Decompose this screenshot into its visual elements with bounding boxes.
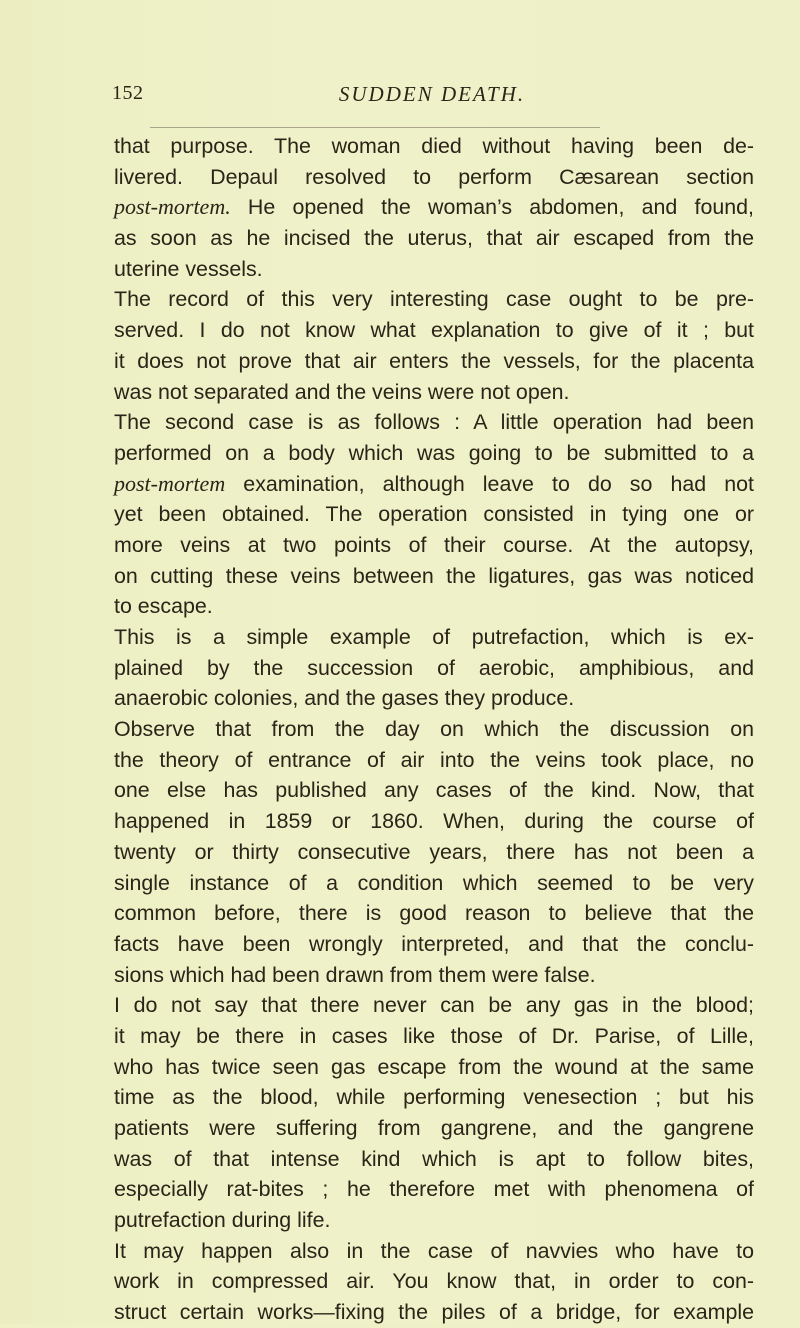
text-line: performed on a body which was going to be submitted to a bbox=[114, 440, 754, 465]
text-line: one else has published any cases of the kind. Now, that bbox=[114, 778, 754, 803]
italic-term: post-mortem bbox=[114, 470, 226, 496]
text-line: The record of this very interesting case ought to be pre- bbox=[114, 287, 754, 312]
text-line: struct certain works—fixing the piles of a bridge, for example bbox=[114, 1300, 754, 1325]
text-line: uterine vessels. bbox=[114, 256, 263, 281]
text-line: facts have been wrongly interpreted, and that the conclu- bbox=[114, 931, 754, 956]
text-line: I do not say that there never can be any gas in the blood; bbox=[114, 993, 754, 1018]
body-text bbox=[114, 131, 754, 1328]
text-line: time as the blood, while performing venesection ; but his bbox=[114, 1085, 754, 1110]
text-line: livered. Depaul resolved to perform Cæsarean section bbox=[114, 164, 754, 189]
text-line: Observe that from the day on which the discussion on bbox=[114, 717, 754, 742]
page-header bbox=[112, 82, 752, 112]
text-line: the theory of entrance of air into the veins took place, no bbox=[114, 747, 754, 772]
text-line: plained by the succession of aerobic, amphibious, and bbox=[114, 655, 754, 680]
text-line: patients were suffering from gangrene, and the gangrene bbox=[114, 1116, 754, 1140]
page-number: 152 bbox=[112, 82, 144, 104]
text-line: The second case is as follows : A little operation had been bbox=[114, 410, 754, 435]
text-line: putrefaction during life. bbox=[114, 1208, 331, 1233]
text-line: twenty or thirty consecutive years, there has not been a bbox=[114, 839, 754, 864]
text-line: especially rat-bites ; he therefore met with phenomena of bbox=[114, 1177, 754, 1202]
text-line: happened in 1859 or 1860. When, during the course of bbox=[114, 809, 754, 834]
text-line: It may happen also in the case of navvies who have to bbox=[114, 1238, 754, 1263]
text-line: it may be there in cases like those of Dr. Parise, of Lille, bbox=[114, 1023, 754, 1048]
text-line: was of that intense kind which is apt to follow bites, bbox=[114, 1146, 754, 1171]
text-line: yet been obtained. The operation consisted in tying one or bbox=[114, 502, 754, 527]
text-line: anaerobic colonies, and the gases they produce. bbox=[114, 686, 575, 711]
text-line: served. I do not know what explanation to give of it ; but bbox=[114, 318, 754, 343]
text-line: as soon as he incised the uterus, that air escaped from the bbox=[114, 226, 754, 251]
italic-term: post-mortem. bbox=[114, 194, 231, 220]
text-line: This is a simple example of putrefaction, which is ex- bbox=[114, 625, 754, 649]
text-line: on cutting these veins between the ligatures, gas was noticed bbox=[114, 563, 754, 588]
text-line: sions which had been drawn from them were false. bbox=[114, 962, 596, 987]
text-segment: examination, although leave to do so had not bbox=[225, 471, 754, 496]
header-rule bbox=[150, 127, 600, 128]
text-line: to escape. bbox=[114, 594, 213, 619]
text-line: that purpose. The woman died without having been de- bbox=[114, 134, 754, 158]
text-segment: He opened the woman’s abdomen, and found, bbox=[230, 195, 754, 220]
text-line: who has twice seen gas escape from the wound at the same bbox=[114, 1054, 754, 1079]
text-line: single instance of a condition which seemed to be very bbox=[114, 870, 754, 895]
text-line: work in compressed air. You know that, in order to con- bbox=[114, 1269, 754, 1294]
text-line: common before, there is good reason to believe that the bbox=[114, 901, 754, 926]
text-line bbox=[114, 192, 754, 223]
text-line: more veins at two points of their course. At the autopsy, bbox=[114, 532, 754, 557]
text-line bbox=[114, 469, 754, 500]
text-line: was not separated and the veins were not open. bbox=[114, 379, 570, 404]
running-head: SUDDEN DEATH. bbox=[338, 82, 526, 106]
text-line: it does not prove that air enters the vessels, for the placenta bbox=[114, 348, 754, 373]
